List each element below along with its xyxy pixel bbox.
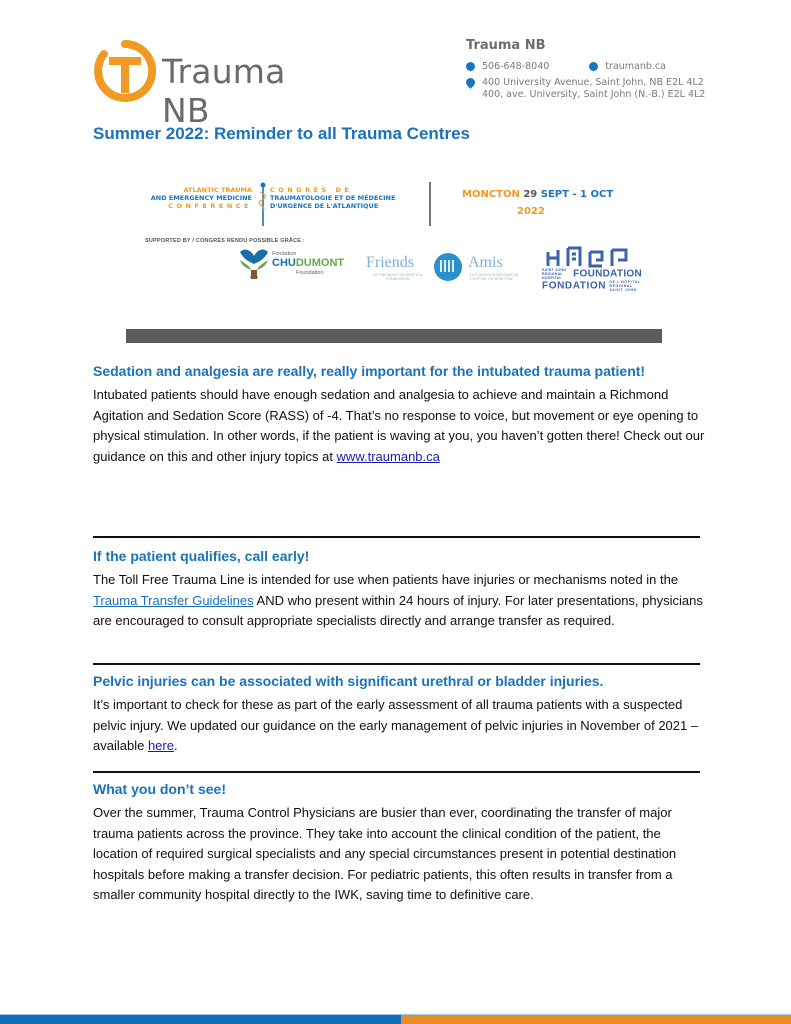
amis-subtitle: LA FONDATION DES AMIS DE L'HÔPITAL DE MONCTON [470,273,519,281]
srh-line1-small: SAINT JOHN REGIONAL HOSPITAL [542,268,567,280]
srh-foundation-label: FOUNDATION [573,268,643,280]
section-body [93,385,705,467]
section-heading: If the patient qualifies, call early! [93,548,310,564]
pelvic-guidance-link[interactable]: here [147,738,174,753]
section-body-text: AND who present within 24 hours of injury. For later presentations, physicians are encouraged to consult appropriate specialists directly and arrange transfer as required. [93,592,703,628]
conference-name-en [140,186,252,210]
banner-bar [126,329,662,343]
section-body-text: The Toll Free Trauma Line is intended for use when patients have injuries or mechanisms noted in the [93,572,679,587]
section-heading: What you don’t see! [93,781,226,797]
srh-line2-small: DE L'HÔPITAL RÉGIONAL SAINT JOHN [609,280,641,292]
trauma-nb-logo [94,40,314,130]
conference-fr-line2: TRAUMATOLOGIE ET DE MÉDECINE [270,194,396,202]
conference-city: MONCTON [462,189,520,200]
conference-name-fr [270,186,395,210]
sponsor-chu-dumont [238,246,348,286]
section-pelvic-injuries [93,672,705,757]
section-body-text: It’s important to check for these as part of the early assessment of all trauma patients with a suspected pelvic injury. We updated our guidance on the early management of pelvic injuries in November of 2021 – available [93,697,699,753]
sponsor-friends-amis [366,254,526,290]
conference-dates [462,186,613,220]
caduceus-icon [258,182,268,226]
conference-en-line2: AND EMERGENCY MEDICINE [150,194,252,202]
address [482,77,705,101]
chu-dumont-logo-icon [238,246,270,280]
conference-date-range: SEPT - 1 OCT [540,189,614,200]
contact-row-address [466,77,726,101]
contact-block [466,38,726,101]
section-body-text: Intubated patients should have enough sedation and analgesia to achieve and maintain a Richmond Agitation and Sedation Score (RASS) of -4. That’s no response to voice, but movement or eye opening to physical stimulation. In other words, if the patient is waving at you, you haven’t gotten there! Check out our guidance on this and other injury topics at [93,387,705,464]
section-body [93,570,705,632]
traumanb-link[interactable]: www.traumanb.ca [336,448,440,464]
friends-label: Friends [366,254,414,271]
chu-name-part2: DUMONT [295,257,345,269]
conference-en-line1: ATLANTIC TRAUMA [183,186,252,194]
section-divider [93,771,700,773]
conference-banner [140,176,680,296]
contact-row-phone-web [466,61,726,73]
contact-title: Trauma NB [466,38,546,53]
people-globe-icon [434,253,462,281]
section-body-text: . [173,738,178,753]
conference-fr-line3: D'URGENCE DE L'ATLANTIQUE [270,202,379,210]
friends-subtitle: OF THE MONCTON HOSPITAL FOUNDATION [373,273,423,281]
website-link[interactable]: traumanb.ca [605,61,666,72]
phone-icon [466,62,475,71]
section-what-you-dont-see [93,780,705,906]
conference-date-day: 29 [523,189,538,200]
section-body [93,695,705,757]
chu-foundation-label: Foundation [296,270,324,276]
section-heading: Pelvic injuries can be associated with significant urethral or bladder injuries. [93,673,604,689]
section-body: Over the summer, Trauma Control Physicians are busier than ever, coordinating the transfer of major trauma patients across the province. They take into account the clinical condition of the patient, the location of required surgical specialists and any special circumstances present in potential destination hospitals before making a transfer decision. For pediatric patients, this often results in transfer from a smaller community hospital directly to the IWK, saving time to definitive care. [93,805,677,902]
amis-label: Amis [468,254,503,271]
trauma-nb-logo-icon [94,40,156,102]
section-sedation [93,362,705,467]
section-heading: Sedation and analgesia are really, really important for the intubated trauma patient! [93,363,646,379]
globe-icon [589,62,598,71]
supported-by-label: SUPPORTED BY / CONGRÈS RENDU POSSIBLE GRÂCE : [145,238,305,244]
website [589,61,666,73]
conference-en-line3: CONFERENCE [168,202,252,210]
logo-wordmark: Trauma NB [162,52,286,130]
page-title: Summer 2022: Reminder to all Trauma Centres [93,124,470,143]
srh-foundation-logo-icon [546,246,646,268]
chu-name-part1: CHU [272,257,296,269]
sponsor-saint-john-regional-hospital-foundation [542,244,672,294]
conference-fr-line1: CONGRÈS DE [270,186,353,194]
section-call-early [93,547,705,632]
phone-number: 506-648-8040 [482,61,550,72]
footer-bar-orange [401,1015,791,1024]
srh-fondation-label: FONDATION [542,280,607,292]
conference-year: 2022 [517,206,545,217]
chu-dumont-name [272,257,344,269]
srh-line2 [542,280,644,292]
banner-separator [429,182,431,226]
footer-bar-blue [0,1015,401,1024]
trauma-transfer-guidelines-link[interactable]: Trauma Transfer Guidelines [93,592,254,608]
section-divider [93,663,700,665]
location-pin-icon [464,76,477,89]
chu-fondation-label: Fondation [272,251,297,257]
address-en: 400 University Avenue, Saint John, NB E2L 4L2 [482,77,704,88]
section-divider [93,536,700,538]
address-fr: 400, ave. University, Saint John (N.-B.) E2L 4L2 [482,89,706,100]
srh-line1 [542,268,642,280]
